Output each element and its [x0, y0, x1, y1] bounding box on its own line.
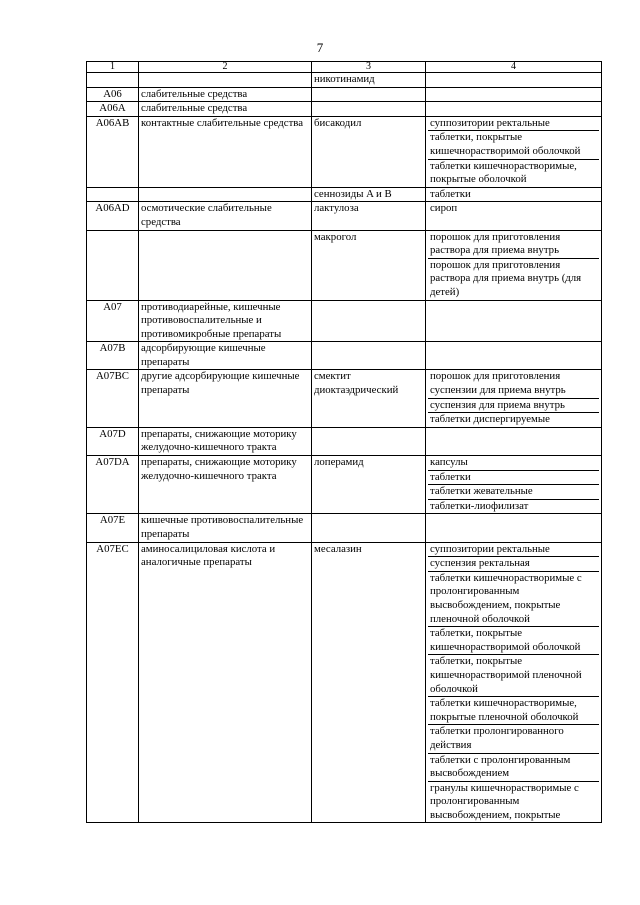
substance-cell: макрогол — [312, 230, 426, 300]
atc-code-cell — [87, 187, 139, 202]
substance-cell — [312, 87, 426, 102]
dosage-form: таблетки диспергируемые — [428, 412, 599, 427]
dosage-forms-cell — [426, 187, 602, 202]
atc-code-cell — [87, 230, 139, 300]
dosage-form: сироп — [430, 202, 458, 215]
substance-cell — [312, 300, 426, 342]
atc-code-cell: A07BC — [87, 370, 139, 427]
dosage-forms-cell — [426, 102, 602, 117]
header-cell: 3 — [312, 62, 426, 73]
dosage-forms-cell — [426, 370, 602, 427]
group-name-cell: слабительные средства — [139, 102, 312, 117]
group-name-cell: аминосалициловая кислота и аналогичные препараты — [139, 542, 312, 823]
substance-cell — [312, 102, 426, 117]
table-row — [87, 342, 602, 370]
dosage-form: таблетки — [428, 470, 599, 485]
table-row — [87, 116, 602, 187]
dosage-form: суспензия для приема внутрь — [428, 398, 599, 413]
dosage-forms-cell — [426, 87, 602, 102]
group-name-cell: препараты, снижающие моторику желудочно-кишечного тракта — [139, 456, 312, 514]
dosage-form: таблетки с пролонгированным высвобождением — [428, 753, 599, 781]
group-name-cell — [139, 187, 312, 202]
group-name-cell: препараты, снижающие моторику желудочно-кишечного тракта — [139, 427, 312, 455]
dosage-form: таблетки, покрытые кишечнорастворимой оболочкой — [428, 130, 599, 158]
table-row — [87, 370, 602, 427]
substance-cell: смектит диоктаэдрический — [312, 370, 426, 427]
substance-cell: лоперамид — [312, 456, 426, 514]
dosage-form: суппозитории ректальные — [430, 116, 550, 129]
substance-cell: никотинамид — [312, 73, 426, 88]
table-row — [87, 427, 602, 455]
header-cell: 2 — [139, 62, 312, 73]
dosage-form: таблетки жевательные — [428, 484, 599, 499]
dosage-form: суппозитории ректальные — [430, 542, 550, 555]
dosage-forms-cell — [426, 202, 602, 230]
dosage-forms-cell — [426, 514, 602, 542]
substance-cell — [312, 514, 426, 542]
dosage-forms-cell — [426, 542, 602, 823]
substance-cell: лактулоза — [312, 202, 426, 230]
substance-cell: сеннозиды A и B — [312, 187, 426, 202]
group-name-cell — [139, 73, 312, 88]
group-name-cell: другие адсорбирующие кишечные препараты — [139, 370, 312, 427]
atc-code-cell: A07DA — [87, 456, 139, 514]
table-row — [87, 73, 602, 88]
table-row — [87, 202, 602, 230]
substance-cell — [312, 427, 426, 455]
dosage-form: порошок для приготовления раствора для приема внутрь — [430, 230, 561, 257]
header-cell: 1 — [87, 62, 139, 73]
group-name-cell: противодиарейные, кишечные противовоспалительные и противомикробные препараты — [139, 300, 312, 342]
atc-code-cell — [87, 73, 139, 88]
atc-code-cell: A07E — [87, 514, 139, 542]
table-row — [87, 300, 602, 342]
substance-cell — [312, 342, 426, 370]
dosage-form: суспензия ректальная — [428, 556, 599, 571]
table-row — [87, 187, 602, 202]
dosage-form: таблетки кишечнорастворимые, покрытые оболочкой — [428, 159, 599, 187]
dosage-forms-cell — [426, 342, 602, 370]
atc-code-cell: A07B — [87, 342, 139, 370]
header-cell: 4 — [426, 62, 602, 73]
dosage-form: таблетки-лиофилизат — [428, 499, 599, 514]
dosage-form: таблетки, покрытые кишечнорастворимой пленочной оболочкой — [428, 654, 599, 696]
table-row — [87, 230, 602, 300]
dosage-form: капсулы — [430, 456, 468, 469]
dosage-form: гранулы кишечнорастворимые с пролонгированным высвобождением, покрытые — [428, 781, 599, 823]
substance-cell: месалазин — [312, 542, 426, 823]
dosage-forms-cell — [426, 116, 602, 187]
atc-code-cell: A07EC — [87, 542, 139, 823]
atc-code-cell: A07D — [87, 427, 139, 455]
dosage-form: порошок для приготовления раствора для приема внутрь (для детей) — [428, 258, 599, 300]
table-row — [87, 87, 602, 102]
table-row — [87, 102, 602, 117]
dosage-form: таблетки пролонгированного действия — [428, 724, 599, 752]
group-name-cell: слабительные средства — [139, 87, 312, 102]
header-row — [87, 62, 602, 73]
atc-code-cell: A06AD — [87, 202, 139, 230]
table-row — [87, 542, 602, 823]
group-name-cell: кишечные противовоспалительные препараты — [139, 514, 312, 542]
dosage-forms-cell — [426, 230, 602, 300]
table-row — [87, 456, 602, 514]
table-row — [87, 514, 602, 542]
dosage-forms-cell — [426, 427, 602, 455]
drug-table — [86, 61, 602, 823]
group-name-cell: контактные слабительные средства — [139, 116, 312, 187]
group-name-cell — [139, 230, 312, 300]
dosage-form: порошок для приготовления суспензии для приема внутрь — [430, 370, 566, 397]
dosage-forms-cell — [426, 300, 602, 342]
atc-code-cell: A06A — [87, 102, 139, 117]
dosage-form: таблетки — [430, 187, 471, 200]
dosage-forms-cell — [426, 73, 602, 88]
group-name-cell: адсорбирующие кишечные препараты — [139, 342, 312, 370]
dosage-form: таблетки кишечнорастворимые с пролонгированным высвобождением, покрытые пленочной оболочкой — [428, 571, 599, 626]
page-number: 7 — [316, 40, 324, 55]
substance-cell: бисакодил — [312, 116, 426, 187]
atc-code-cell: A06 — [87, 87, 139, 102]
dosage-forms-cell — [426, 456, 602, 514]
dosage-form: таблетки, покрытые кишечнорастворимой оболочкой — [428, 626, 599, 654]
atc-code-cell: A07 — [87, 300, 139, 342]
group-name-cell: осмотические слабительные средства — [139, 202, 312, 230]
dosage-form: таблетки кишечнорастворимые, покрытые пленочной оболочкой — [428, 696, 599, 724]
atc-code-cell: A06AB — [87, 116, 139, 187]
